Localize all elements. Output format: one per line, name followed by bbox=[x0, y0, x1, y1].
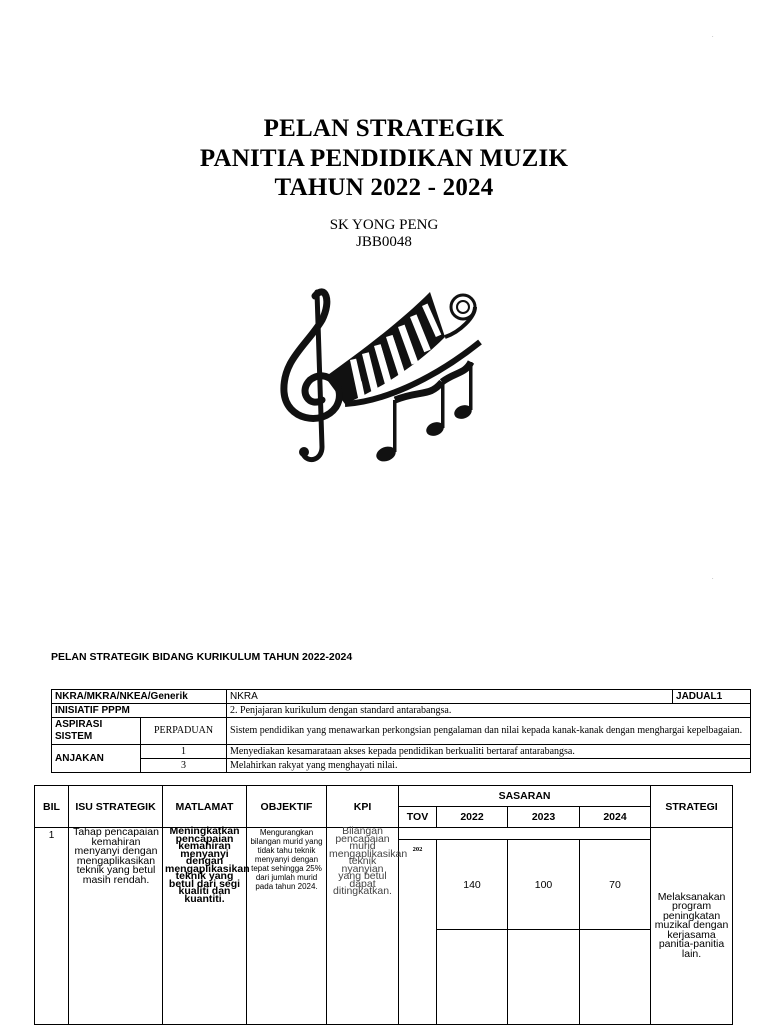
col-2024: 2024 bbox=[580, 807, 651, 828]
cell-2024: 70 bbox=[580, 840, 651, 930]
title-line-3: TAHUN 2022 - 2024 bbox=[274, 174, 494, 201]
cell-empty bbox=[580, 930, 651, 1025]
anjakan-num-1: 1 bbox=[141, 745, 227, 759]
col-objektif: OBJEKTIF bbox=[247, 786, 327, 828]
info-table bbox=[51, 689, 751, 773]
title-block bbox=[0, 114, 768, 203]
school-code: JBB0048 bbox=[356, 234, 412, 250]
cell-objektif: Mengurangkan bilangan murid yang tidak tahu teknik menyanyi dengan tepat sehingga 25% dari jumlah murid pada tahun 2024. bbox=[247, 828, 327, 1025]
nkra-value: NKRA bbox=[227, 690, 673, 704]
anjakan-value-1: Menyediakan kesamarataan akses kepada pendidikan berkualiti bertaraf antarabangsa. bbox=[227, 745, 751, 759]
col-tov: TOV bbox=[399, 807, 437, 828]
col-2022: 2022 bbox=[437, 807, 508, 828]
sasaran-spacer bbox=[399, 828, 651, 840]
cell-bil: 1 bbox=[35, 828, 69, 1025]
col-strategi: STRATEGI bbox=[651, 786, 733, 828]
cell-matlamat: Meningkatkan pencapaian kemahiran menyanyi dengan mengaplikasikan teknik yang betul dari segi kualiti dan kuantiti. bbox=[163, 828, 247, 1025]
section-heading: PELAN STRATEGIK BIDANG KURIKULUM TAHUN 2022-2024 bbox=[51, 651, 353, 663]
cell-empty bbox=[508, 930, 580, 1025]
anjakan-label: ANJAKAN bbox=[52, 745, 141, 773]
nkra-label: NKRA/MKRA/NKEA/Generik bbox=[52, 690, 227, 704]
aspirasi-sub: PERPADUAN bbox=[141, 718, 227, 745]
aspirasi-label: ASPIRASI SISTEM bbox=[52, 718, 141, 745]
cell-tov: 202 bbox=[399, 840, 437, 1025]
col-kpi: KPI bbox=[327, 786, 399, 828]
cell-strategi: Melaksanakan program peningkatan muzikal dengan kerjasama panitia-panitia lain. bbox=[651, 828, 733, 1025]
inisiatif-value: 2. Penjajaran kurikulum dengan standard antarabangsa. bbox=[227, 704, 751, 718]
header-row bbox=[35, 786, 733, 807]
title-line-1: PELAN STRATEGIK bbox=[263, 115, 505, 142]
cell-empty bbox=[437, 930, 508, 1025]
table-row bbox=[52, 704, 751, 718]
scan-mark: . bbox=[712, 33, 714, 39]
table-row bbox=[52, 745, 751, 759]
table-row bbox=[52, 759, 751, 773]
school-block bbox=[0, 217, 768, 251]
col-isu: ISU STRATEGIK bbox=[69, 786, 163, 828]
inisiatif-label: INISIATIF PPPM bbox=[52, 704, 227, 718]
jadual-label: JADUAL1 bbox=[673, 690, 751, 704]
scan-mark: . bbox=[712, 575, 714, 581]
cell-kpi: Bilangan pencapaian murid mengaplikasikan teknik nyanyian yang betul dapat ditingkatkan. bbox=[327, 828, 399, 1025]
title-line-2: PANITIA PENDIDIKAN MUZIK bbox=[199, 144, 569, 172]
cell-2023: 100 bbox=[508, 840, 580, 930]
table-row bbox=[52, 690, 751, 704]
col-sasaran: SASARAN bbox=[399, 786, 651, 807]
col-2023: 2023 bbox=[508, 807, 580, 828]
plan-table bbox=[34, 785, 733, 1025]
col-bil: BIL bbox=[35, 786, 69, 828]
music-logo-icon bbox=[270, 282, 495, 472]
table-row bbox=[35, 828, 733, 840]
anjakan-num-2: 3 bbox=[141, 759, 227, 773]
cell-2022: 140 bbox=[437, 840, 508, 930]
school-name: SK YONG PENG bbox=[329, 217, 439, 233]
anjakan-value-2: Melahirkan rakyat yang menghayati nilai. bbox=[227, 759, 751, 773]
col-matlamat: MATLAMAT bbox=[163, 786, 247, 828]
cell-isu: Tahap pencapaian kemahiran menyanyi dengan mengaplikasikan teknik yang betul masih rendah. bbox=[69, 828, 163, 1025]
table-row bbox=[52, 718, 751, 745]
aspirasi-value: Sistem pendidikan yang menawarkan perkongsian pengalaman dan nilai kepada kanak-kanak dengan menghargai kepelbagaian. bbox=[227, 718, 751, 745]
